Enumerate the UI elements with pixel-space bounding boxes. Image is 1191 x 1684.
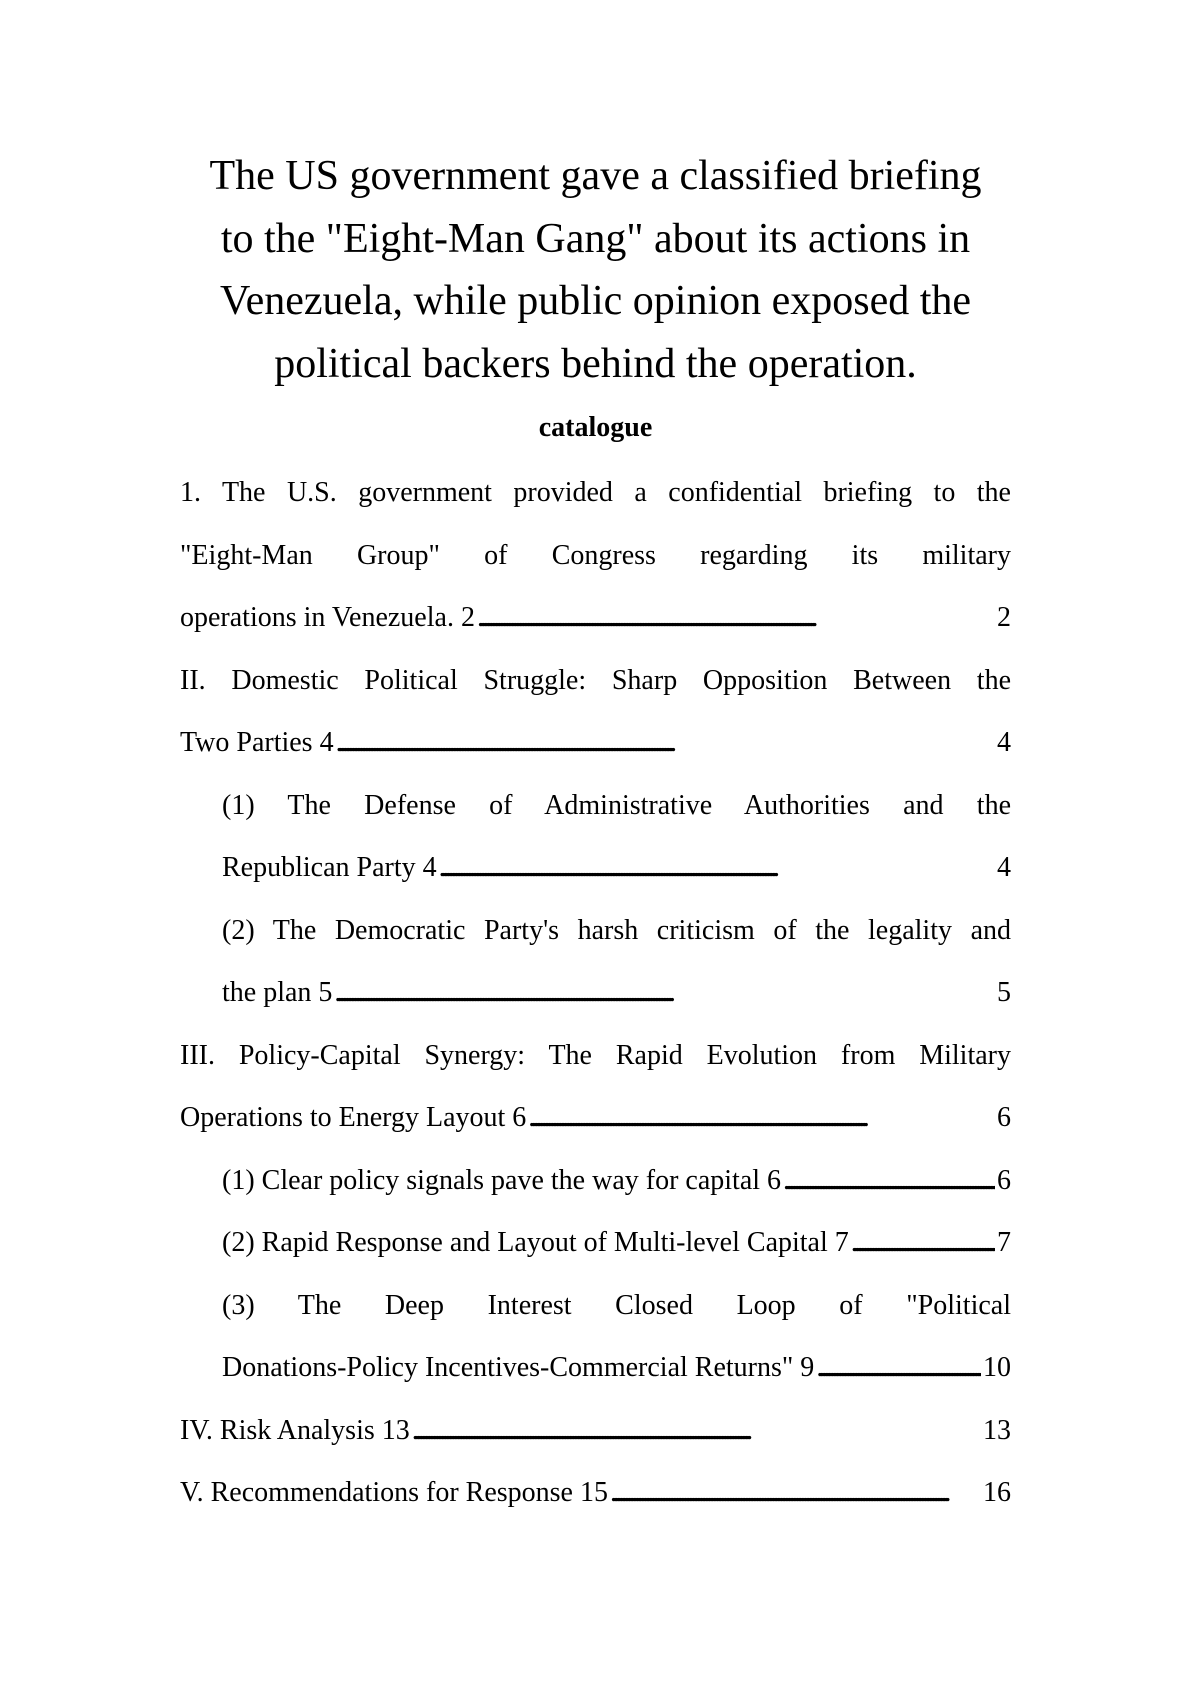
toc-entry-last-line	[180, 712, 1011, 775]
toc-entry-last-line	[222, 1212, 1011, 1275]
toc-entry-2[interactable]	[180, 650, 1011, 775]
toc-leader-dots	[412, 1400, 981, 1463]
toc-entry-text: 1. The U.S. government provided a confidential briefing to the	[180, 477, 1011, 508]
toc-entry-text: "Eight-Man Group" of Congress regarding its military	[180, 539, 1011, 571]
toc-leader-dots	[477, 587, 995, 650]
title-line: Venezuela, while public opinion exposed the	[219, 278, 972, 324]
toc-leader-dots	[783, 1150, 995, 1213]
toc-entry-text: (3) The Deep Interest Closed Loop of "Political	[222, 1289, 1011, 1321]
catalogue-heading: catalogue	[538, 412, 653, 443]
toc-leader-dots	[851, 1212, 995, 1275]
toc-page-number: 6	[997, 1164, 1011, 1196]
toc-entry-text: V. Recommendations for Response 15	[180, 1477, 608, 1508]
table-of-contents	[180, 462, 1011, 1525]
toc-page-number: 10	[983, 1352, 1011, 1383]
toc-entry-last-line	[222, 1337, 1011, 1400]
toc-entry-text: III. Policy-Capital Synergy: The Rapid Evolution from Military	[180, 1039, 1011, 1071]
toc-leader-dots	[336, 712, 995, 775]
toc-leader-dots	[610, 1462, 981, 1525]
toc-entry-4[interactable]	[180, 1400, 1011, 1463]
toc-entry-last-line	[222, 1150, 1011, 1213]
toc-entry-last-line	[180, 587, 1011, 650]
toc-entry-text: II. Domestic Political Struggle: Sharp Opposition Between the	[180, 664, 1011, 696]
toc-entry-5[interactable]	[180, 1462, 1011, 1525]
toc-entry-text: Donations-Policy Incentives-Commercial Returns" 9	[222, 1352, 815, 1383]
toc-entry-last-line	[180, 1400, 1011, 1463]
toc-leader-dots	[439, 837, 995, 900]
toc-leader-dots	[816, 1337, 981, 1400]
title-line: The US government gave a classified briefing	[209, 153, 982, 199]
toc-entry-text: operations in Venezuela. 2	[180, 602, 475, 633]
document-title	[150, 145, 1041, 395]
toc-page-number: 7	[997, 1227, 1011, 1258]
toc-page-number: 2	[997, 602, 1011, 633]
toc-page-number: 13	[983, 1414, 1011, 1446]
title-line: to the "Eight-Man Gang" about its actions in	[220, 215, 971, 262]
toc-entry-text: (1) The Defense of Administrative Authorities and the	[222, 789, 1011, 821]
toc-entry-2-1[interactable]	[222, 775, 1011, 900]
toc-page-number: 4	[997, 852, 1011, 883]
toc-entry-2-2[interactable]	[222, 900, 1011, 1025]
toc-leader-dots	[334, 962, 995, 1025]
toc-entry-3-1[interactable]	[222, 1150, 1011, 1213]
toc-entry-last-line	[222, 837, 1011, 900]
toc-entry-text: the plan 5	[222, 977, 333, 1008]
toc-entry-last-line	[180, 1087, 1011, 1150]
toc-entry-3[interactable]	[180, 1025, 1011, 1150]
toc-page-number: 16	[983, 1477, 1011, 1508]
toc-entry-text: Operations to Energy Layout 6	[180, 1102, 527, 1133]
toc-entry-text: Two Parties 4	[180, 727, 334, 758]
toc-entry-3-2[interactable]	[222, 1212, 1011, 1275]
toc-entry-1[interactable]	[180, 462, 1011, 650]
toc-entry-text: (2) The Democratic Party's harsh criticism of the legality and	[222, 914, 1011, 946]
toc-entry-last-line	[180, 1462, 1011, 1525]
toc-leader-dots	[528, 1087, 995, 1150]
toc-entry-text: (2) Rapid Response and Layout of Multi-level Capital 7	[222, 1227, 849, 1258]
toc-entry-text: Republican Party 4	[222, 852, 437, 883]
toc-page-number: 4	[997, 727, 1011, 758]
toc-entry-text: (1) Clear policy signals pave the way for capital 6	[222, 1164, 782, 1196]
toc-entry-last-line	[222, 962, 1011, 1025]
title-line: political backers behind the operation.	[274, 340, 917, 387]
toc-entry-3-3[interactable]	[222, 1275, 1011, 1400]
toc-page-number: 5	[997, 977, 1011, 1008]
toc-entry-text: IV. Risk Analysis 13	[180, 1414, 410, 1446]
toc-page-number: 6	[997, 1102, 1011, 1133]
